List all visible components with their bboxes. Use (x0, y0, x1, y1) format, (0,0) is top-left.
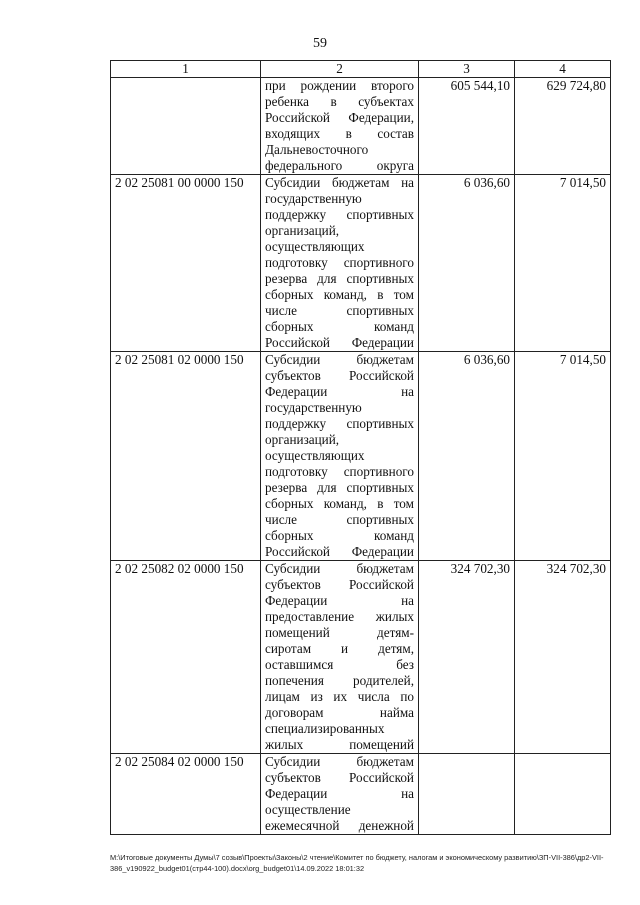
description-line: Федерации на (265, 593, 414, 608)
amount-col4-cell: 7 014,50 (515, 175, 611, 352)
description-line: специализированных (265, 721, 385, 736)
description-line: ребенка в субъектах (265, 94, 414, 109)
description-line: Дальневосточного (265, 142, 369, 157)
description-line: осуществляющих (265, 448, 365, 463)
description-line: Субсидии бюджетам (265, 754, 414, 769)
page-number: 59 (313, 36, 327, 51)
description-line: субъектов Российской (265, 368, 414, 383)
description-line: субъектов Российской (265, 577, 414, 592)
description-cell (261, 352, 419, 561)
description-line: подготовку спортивного (265, 464, 414, 479)
table-row (111, 352, 611, 561)
description-line: сиротам и детям, (265, 641, 414, 656)
description-line: Федерации на (265, 786, 414, 801)
description-line: осуществляющих (265, 239, 365, 254)
description-line: организаций, (265, 432, 340, 447)
amount-col4-cell: 324 702,30 (515, 561, 611, 754)
table-row (111, 561, 611, 754)
amount-col4-cell (515, 754, 611, 835)
description-cell (261, 78, 419, 175)
footer-line: 386_v190922_budget01(стр44-100).docx\org_budget01\14.09.2022 18:01:32 (110, 864, 365, 873)
amount-col3-cell: 324 702,30 (419, 561, 515, 754)
description-line: Российской Федерации (265, 335, 414, 350)
description-line: поддержку спортивных (265, 207, 414, 222)
description-line: предоставление жилых (265, 609, 414, 624)
description-line: субъектов Российской (265, 770, 414, 785)
amount-col4-cell: 629 724,80 (515, 78, 611, 175)
description-line: Субсидии бюджетам (265, 352, 414, 367)
description-line: при рождении второго (265, 78, 414, 93)
description-cell (261, 754, 419, 835)
description-line: Федерации на (265, 384, 414, 399)
description-line: сборных команд, в том (265, 496, 414, 511)
description-line: государственную (265, 400, 362, 415)
description-line: оставшимся без (265, 657, 414, 672)
description-line: Субсидии бюджетам на (265, 175, 414, 190)
description-line: федерального округа (265, 158, 414, 173)
description-line: ежемесячной денежной (265, 818, 414, 833)
description-line: помещений детям- (265, 625, 414, 640)
table-header-row (111, 61, 611, 78)
amount-col3-cell (419, 754, 515, 835)
amount-col4-cell: 7 014,50 (515, 352, 611, 561)
description-line: попечения родителей, (265, 673, 414, 688)
description-line: резерва для спортивных (265, 480, 414, 495)
description-line: осуществление (265, 802, 351, 817)
footer-line: M:\Итоговые документы Думы\7 созыв\Проекты\Законы\2 чтение\Комитет по бюджету, налогам и экономическому развитию\ЗП-VII-386\др2-VII- (110, 853, 604, 862)
description-line: резерва для спортивных (265, 271, 414, 286)
budget-code-cell: 2 02 25082 02 0000 150 (111, 561, 261, 754)
table-row (111, 78, 611, 175)
description-line: числе спортивных (265, 303, 414, 318)
description-line: Субсидии бюджетам (265, 561, 414, 576)
description-cell (261, 175, 419, 352)
description-line: Российской Федерации (265, 544, 414, 559)
column-header: 1 (111, 61, 261, 78)
description-line: Российской Федерации, (265, 110, 414, 125)
table-row (111, 754, 611, 835)
budget-table (110, 60, 611, 835)
budget-code-cell: 2 02 25084 02 0000 150 (111, 754, 261, 835)
description-line: лицам из их числа по (265, 689, 414, 704)
amount-col3-cell: 6 036,60 (419, 352, 515, 561)
description-cell (261, 561, 419, 754)
budget-code-cell (111, 78, 261, 175)
column-header: 4 (515, 61, 611, 78)
description-line: сборных команд, в том (265, 287, 414, 302)
description-line: подготовку спортивного (265, 255, 414, 270)
description-line: сборных команд (265, 528, 414, 543)
description-line: государственную (265, 191, 362, 206)
budget-code-cell: 2 02 25081 02 0000 150 (111, 352, 261, 561)
budget-code-cell: 2 02 25081 00 0000 150 (111, 175, 261, 352)
description-line: договорам найма (265, 705, 414, 720)
description-line: организаций, (265, 223, 340, 238)
amount-col3-cell: 605 544,10 (419, 78, 515, 175)
description-line: числе спортивных (265, 512, 414, 527)
description-line: жилых помещений (265, 737, 414, 752)
description-line: входящих в состав (265, 126, 414, 141)
description-line: сборных команд (265, 319, 414, 334)
column-header: 3 (419, 61, 515, 78)
amount-col3-cell: 6 036,60 (419, 175, 515, 352)
column-header: 2 (261, 61, 419, 78)
description-line: поддержку спортивных (265, 416, 414, 431)
file-path-footer (110, 852, 610, 874)
table-row (111, 175, 611, 352)
